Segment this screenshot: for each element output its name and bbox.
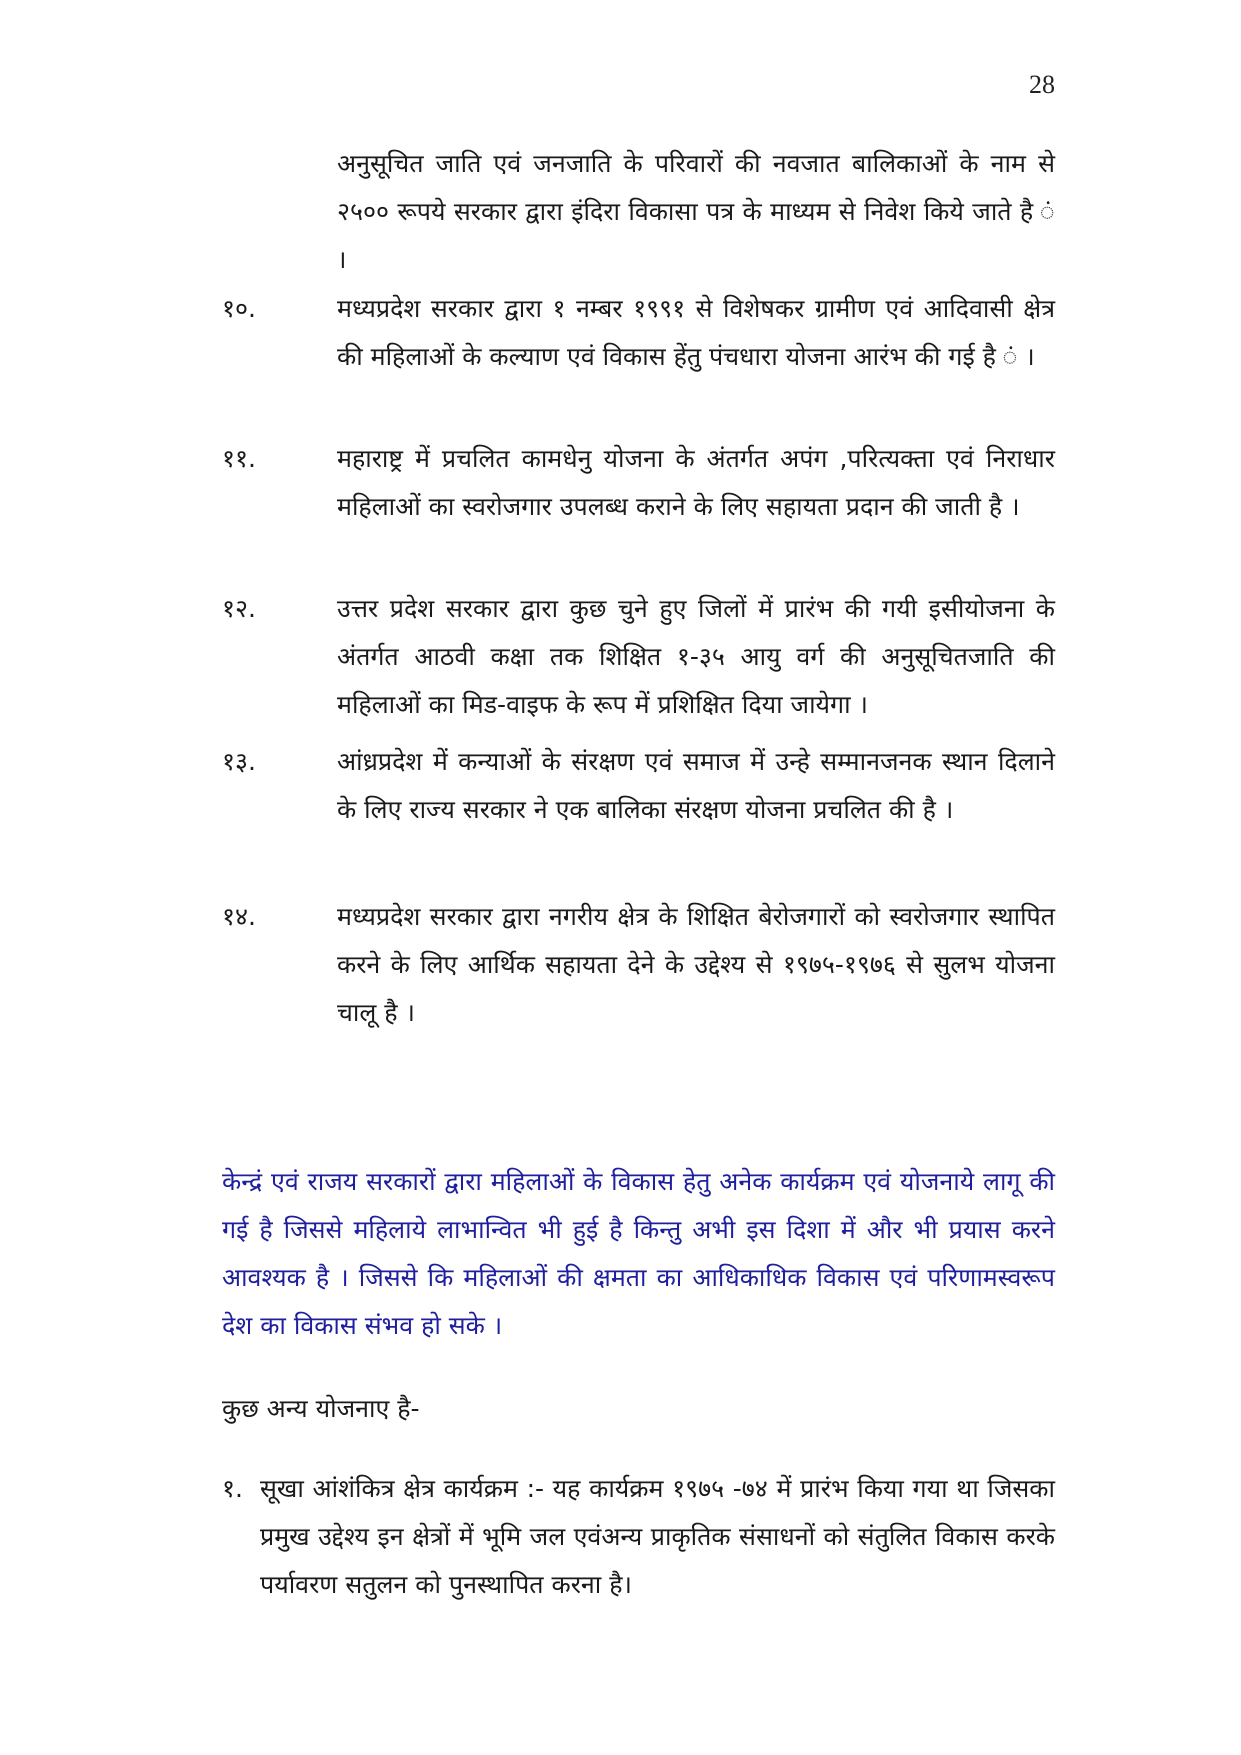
item-text: महाराष्ट्र में प्रचलित कामधेनु योजना के अंतर्गत अपंग ,परित्यक्ता एवं निराधार महिलाओं का स्वरोजगार उपलब्ध कराने के लिए सहायता प्रदान की जाती है ।	[337, 444, 1055, 521]
item-text: मध्यप्रदेश सरकार द्वारा १ नम्बर १९९१ से विशेषकर ग्रामीण एवं आदिवासी क्षेत्र की महिलाओं के कल्याण एवं विकास हेंतु पंचधारा योजना आरंभ की गई है ं ।	[337, 294, 1055, 371]
item-text: आंध्रप्रदेश में कन्याओं के संरक्षण एवं समाज में उन्हे सम्मानजनक स्थान दिलाने के लिए राज्य सरकार ने एक बालिका संरक्षण योजना प्रचलित की है ।	[337, 747, 1055, 824]
item-number: १.	[222, 1474, 243, 1503]
other-scheme-item-1	[222, 1465, 1055, 1609]
scheme-item-13	[222, 738, 1055, 834]
item-text: उत्तर प्रदेश सरकार द्वारा कुछ चुने हुए जिलों में प्रारंभ की गयी इसीयोजना के अंतर्गत आठवी कक्षा तक शिक्षित १-३५ आयु वर्ग की अनुसूचितजाति की महिलाओं का मिड-वाइफ के रूप में प्रशिक्षित दिया जायेगा ।	[337, 594, 1055, 719]
scheme-item-10	[222, 285, 1055, 381]
item-number: १४.	[222, 902, 256, 931]
item-text: मध्यप्रदेश सरकार द्वारा नगरीय क्षेत्र के शिक्षित बेरोजगारों को स्वरोजगार स्थापित करने के लिए आर्थिक सहायता देने के उद्देश्य से १९७५-१९७६ से सुलभ योजना चालू है ।	[337, 902, 1055, 1027]
scheme-item-14	[222, 893, 1055, 1037]
subheading: कुछ अन्य योजनाए है-	[222, 1394, 420, 1423]
continuation-paragraph: अनुसूचित जाति एवं जनजाति के परिवारों की नवजात बालिकाओं के नाम से २५०० रूपये सरकार द्वारा इंदिरा विकासा पत्र के माध्यम से निवेश किये जाते है ं ।	[337, 149, 1055, 274]
item-number: १२.	[222, 594, 256, 623]
page-number: 28	[1029, 70, 1055, 99]
scheme-item-11	[222, 435, 1055, 531]
item-number: १०.	[222, 294, 256, 323]
item-number: ११.	[222, 444, 256, 473]
scheme-item-12	[222, 585, 1055, 729]
item-number: १३.	[222, 747, 256, 776]
summary-paragraph: केन्द्रं एवं राजय सरकारों द्वारा महिलाओं के विकास हेतु अनेक कार्यक्रम एवं योजनाये लागू की गई है जिससे महिलाये लाभान्वित भी हुई है किन्तु अभी इस दिशा में और भी प्रयास करने आवश्यक है । जिससे कि महिलाओं की क्षमता का आधिकाधिक विकास एवं परिणामस्वरूप देश का विकास संभव हो सके ।	[222, 1167, 1055, 1340]
item-text: सूखा आंशंकित्र क्षेत्र कार्यक्रम :- यह कार्यक्रम १९७५ -७४ में प्रारंभ किया गया था जिसका प्रमुख उद्देश्य इन क्षेत्रों में भूमि जल एवंअन्य प्राकृतिक संसाधनों को संतुलित विकास करके पर्यावरण सतुलन को पुनस्थापित करना है।	[260, 1474, 1055, 1599]
